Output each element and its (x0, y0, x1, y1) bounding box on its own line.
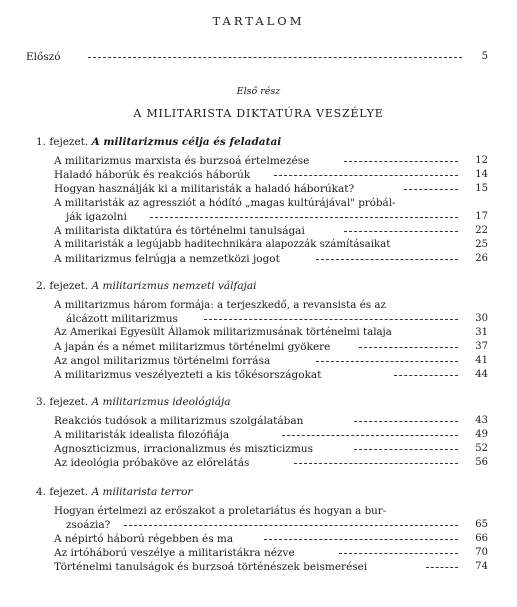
toc-entry[interactable] (54, 442, 488, 456)
toc-entry[interactable] (54, 168, 488, 182)
toc-entry[interactable] (54, 238, 488, 252)
page-number: 44 (475, 369, 488, 380)
leader-dots (354, 421, 458, 422)
foreword-row[interactable] (26, 50, 488, 64)
entry-title: A népirtó háború régebben és ma (54, 532, 237, 546)
leader-dots (150, 217, 458, 218)
toc-entry[interactable] (54, 182, 488, 196)
toc-entry[interactable] (54, 428, 488, 442)
entry-title: Az Amerikai Egyesült Államok militarizmusának történelmi talaja (54, 326, 396, 340)
leader-dots (282, 435, 458, 436)
toc-entry[interactable] (54, 354, 488, 368)
page-number: 22 (475, 225, 488, 236)
toc-entry-line1[interactable] (54, 298, 488, 312)
page-number: 49 (475, 429, 488, 440)
chapter-heading-2 (36, 280, 257, 292)
page-number: 43 (475, 415, 488, 426)
leader-dots (264, 539, 458, 540)
toc-entry[interactable] (54, 414, 488, 428)
entry-title: Hogyan használják ki a militaristák a haladó háborúkat? (54, 182, 358, 196)
leader-dots (344, 231, 458, 232)
leader-dots (204, 319, 458, 320)
entry-title: A militarizmus veszélyezteti a kis tőkésországokat (54, 368, 325, 382)
leader-dots (344, 161, 458, 162)
part-title: A MILITARISTA DIKTATÚRA VESZÉLYE (133, 107, 384, 120)
toc-entry-line1[interactable] (54, 504, 488, 518)
leader-dots (124, 525, 458, 526)
leader-dots (426, 567, 458, 568)
chapter-heading-4 (36, 486, 192, 498)
leader-dots (394, 375, 458, 376)
leader-dots (339, 553, 458, 554)
leader-dots (274, 175, 458, 176)
page-number: 5 (481, 51, 488, 62)
chapter-number: 1. fejezet. (36, 136, 89, 148)
entry-title: A militarizmus felrúgja a nemzetközi jogot (54, 252, 284, 266)
chapter-title: A militarizmus célja és feladatai (91, 136, 282, 148)
page-number: 74 (475, 561, 488, 572)
chapter-number: 2. fejezet. (36, 280, 89, 292)
chapter-number: 3. fejezet. (36, 396, 89, 408)
entry-title: A militarizmus marxista és burzsoá értelmezése (54, 154, 313, 168)
toc-entry-line2[interactable] (54, 210, 488, 224)
page-number: 56 (475, 457, 488, 468)
page-number: 37 (475, 341, 488, 352)
entry-title: A militarizmus három formája: a terjeszkedő, a revansista és az (54, 298, 390, 312)
leader-dots (359, 347, 458, 348)
entry-title: álcázott militarizmus (66, 312, 182, 326)
page-number: 65 (475, 519, 488, 530)
toc-entry[interactable] (54, 154, 488, 168)
entry-title: Hogyan értelmezi az erőszakot a proletariátus és hogyan a bur- (54, 504, 390, 518)
leader-dots (88, 57, 462, 58)
contents-title: TARTALOM (212, 14, 305, 28)
chapter-title: A militarizmus ideológiája (91, 396, 231, 408)
entry-title: Történelmi tanulságok és burzsoá történészek beismerései (54, 560, 371, 574)
entry-title: ják igazolni (66, 210, 131, 224)
page-number: 26 (475, 253, 488, 264)
toc-entry[interactable] (54, 456, 488, 470)
toc-entry[interactable] (54, 532, 488, 546)
chapter-number: 4. fejezet. (36, 486, 89, 498)
leader-dots (316, 361, 458, 362)
toc-entry[interactable] (54, 326, 488, 340)
page-number: 52 (475, 443, 488, 454)
toc-entry[interactable] (54, 340, 488, 354)
page-number: 31 (475, 327, 488, 338)
page-number: 12 (475, 155, 488, 166)
entry-title: Az ideológia próbaköve az előrelátás (54, 456, 253, 470)
entry-title: Agnoszticizmus, irracionalizmus és miszticizmus (54, 442, 317, 456)
page-number: 15 (475, 183, 488, 194)
toc-entry[interactable] (54, 252, 488, 266)
entry-title: Az irtóháború veszélye a militaristákra nézve (54, 546, 299, 560)
page-number: 25 (475, 239, 488, 250)
entry-title: zsoázia? (66, 518, 114, 532)
toc-entry-line2[interactable] (54, 518, 488, 532)
toc-entry-line1[interactable] (54, 196, 488, 210)
chapter-title: A militarista terror (91, 486, 193, 498)
toc-entry[interactable] (54, 546, 488, 560)
entry-title: A militaristák a legújabb haditechnikára alapozzák számításaikat (54, 238, 394, 252)
page-number: 17 (475, 211, 488, 222)
leader-dots (404, 189, 458, 190)
toc-entry-line2[interactable] (54, 312, 488, 326)
page-number: 70 (475, 547, 488, 558)
entry-title: A japán és a német militarizmus történelmi gyökere (54, 340, 334, 354)
leader-dots (354, 449, 458, 450)
entry-title: Reakciós tudósok a militarizmus szolgálatában (54, 414, 307, 428)
page-number: 14 (475, 169, 488, 180)
entry-title: A militarista diktatúra és történelmi tanulságai (54, 224, 309, 238)
chapter-title: A militarizmus nemzeti válfajai (91, 280, 257, 292)
entry-title: Az angol militarizmus történelmi forrása (54, 354, 274, 368)
page-number: 41 (475, 355, 488, 366)
leader-dots (316, 259, 458, 260)
leader-dots (294, 463, 458, 464)
page-number: 66 (475, 533, 488, 544)
part-label: Első rész (236, 86, 281, 97)
toc-entry[interactable] (54, 224, 488, 238)
chapter-heading-1 (36, 136, 281, 148)
chapter-heading-3 (36, 396, 231, 408)
entry-title: Haladó háborúk és reakciós háborúk (54, 168, 254, 182)
page-number: 30 (475, 313, 488, 324)
toc-entry[interactable] (54, 368, 488, 382)
entry-title: A militaristák idealista filozófiája (54, 428, 233, 442)
entry-title: A militaristák az agressziót a hódító „magas kultúrájával" próbál- (54, 196, 452, 210)
foreword-label: Előszó (26, 50, 65, 64)
toc-entry[interactable] (54, 560, 488, 574)
